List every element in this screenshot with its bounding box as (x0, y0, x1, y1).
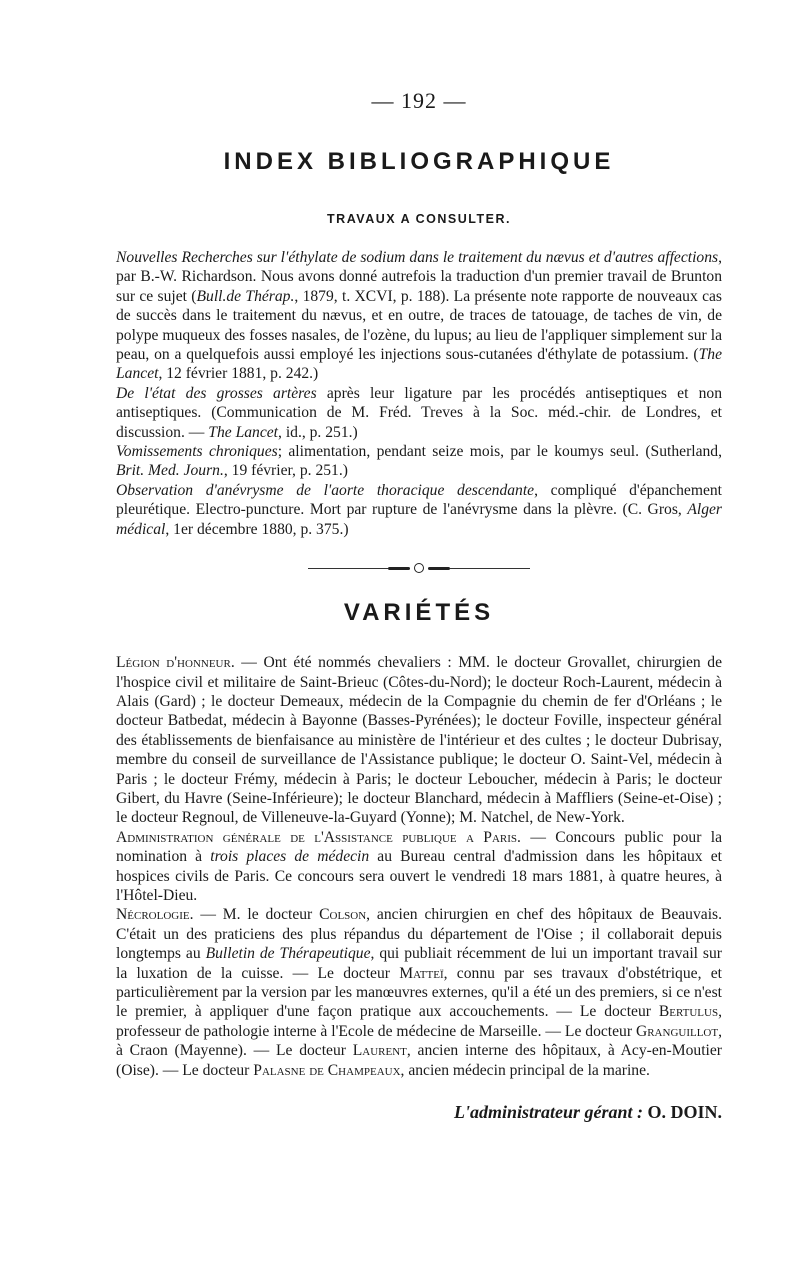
paragraph-body: , ancien interne des hôpitaux, à Acy-en-Moutier (Oise). — Le docteur (116, 1042, 722, 1079)
divider-dot (414, 563, 424, 573)
entry-body: , par B.-W. Richardson. Nous avons donné autrefois la traduction d'un premier travail de Brunton sur ce sujet ( (116, 249, 722, 305)
paragraph-body: , à Craon (Mayenne). — Le docteur (116, 1022, 722, 1060)
person-name: Matteï (399, 964, 444, 982)
entry-body: , 1er décembre 1880, p. 375.) (165, 520, 349, 538)
person-name: Laurent (352, 1042, 407, 1060)
bibliography-entry (116, 248, 722, 384)
entry-journal: Alger médical (116, 501, 722, 538)
entry-title: Observation d'anévrysme de l'aorte thoracique descendante (116, 481, 535, 499)
divider-bar (388, 567, 410, 570)
paragraph-lead: Nécrologie. (116, 906, 194, 924)
person-name: Granguillot (635, 1022, 719, 1040)
entry-journal: Bull.de Thérap. (196, 287, 295, 305)
signature (116, 1102, 722, 1123)
divider-bar (428, 567, 450, 570)
paragraph-lead: Légion d'honneur. (116, 654, 235, 672)
page-number: — 192 — (371, 88, 467, 113)
entry-title: Nouvelles Recherches sur l'éthylate de sodium dans le traitement du nævus et d'autres affections (116, 249, 719, 266)
necrologie-paragraph (116, 905, 722, 1080)
person-name: Palasne de Champeaux (253, 1061, 401, 1079)
bibliography-entry (116, 481, 722, 539)
section-title: INDEX BIBLIOGRAPHIQUE (223, 148, 615, 175)
entry-body: après leur ligature par les procédés antiseptiques et non antiseptiques. (Communication de M. Fréd. Treves à la Soc. méd.-chir. de Londres, et discussion. — (116, 384, 722, 441)
entry-body: , id., p. 251.) (278, 423, 358, 441)
entry-journal: Brit. Med. Journ. (116, 462, 224, 480)
paragraph-body: , ancien chirurgien en chef des hôpitaux de Beauvais. C'était un des praticiens des plus répandus du département de l'Oise ; il collaborait depuis longtemps au (116, 906, 722, 963)
ornamental-divider (116, 563, 722, 573)
paragraph-body: , qui publiait récemment de lui un important travail sur la luxation de la cuisse. — Le docteur (116, 945, 722, 982)
entry-body: ; alimentation, pendant seize mois, par le koumys seul. (Sutherland, (277, 443, 723, 461)
signature-name: O. DOIN. (647, 1102, 722, 1123)
paragraph-body: — M. le docteur (193, 906, 320, 924)
paragraph-italic: trois places de médecin (210, 848, 370, 866)
legion-paragraph (116, 653, 722, 828)
divider-line (308, 568, 388, 569)
paragraph-lead: Administration générale de l'Assistance publique a Paris. (116, 828, 521, 846)
bibliography-list (116, 248, 722, 539)
entry-journal: The Lancet (208, 423, 279, 441)
entry-body: , 12 février 1881, p. 242.) (158, 365, 319, 383)
entry-title: De l'état des grosses artères (116, 384, 317, 402)
journal-name: Bulletin de Thérapeutique (205, 945, 371, 963)
entry-journal: The Lancet (116, 346, 722, 383)
paragraph-body: — Ont été nommés chevaliers : MM. le docteur Grovallet, chirurgien de l'hospice civil et militaire de Saint-Brieuc (Côtes-du-Nord); le docteur Roch-Laurent, médecin à Alais (Gard) ; le docteur Demeaux, médecin de la Compagnie du chemin de fer d'Orléans ; le docteur Batbedat, médecin à Bayonne (Basses-Pyrénées); le docteur Foville, inspecteur général des établissements de bienfaisance au ministère de l'intérieur et des cultes ; le docteur Dubrisay, membre du conseil de surveillance de l'Assistance publique; le docteur O. Saint-Vel, médecin à Paris ; le docteur Frémy, médecin à Paris; le docteur Leboucher, médecin à Paris; le docteur Gibert, du Havre (Seine-Inférieure); le docteur Blanchard, médecin à Maffliers (Seine-et-Oise) ; le docteur Regnoul, de Villeneuve-la-Guyard (Yonne); M. Natchel, de New-York. (116, 654, 722, 827)
bibliography-entry (116, 442, 722, 481)
signature-role: L'administrateur gérant : (453, 1102, 648, 1123)
entry-body: , 1879, t. XCVI, p. 188). La présente note rapporte de nouveaux cas de succès dans le traitement du nævus, et en outre, de traces de tatouage, de taches de vin, de polype muqueux des fosses nasales, de l'ozène, du lupus; au lieu de l'appliquer simplement sur la peau, on a quelquefois aussi employé les injections sous-cutanées d'éthylate de potassium. ( (116, 287, 722, 364)
varietes-section (116, 653, 722, 1080)
divider-line (450, 568, 530, 569)
varietes-title: VARIÉTÉS (343, 599, 495, 627)
assistance-paragraph (116, 828, 722, 906)
entry-title: Vomissements chroniques (116, 443, 278, 461)
paragraph-body: , connu par ses travaux d'obstétrique, et particulièrement par la version par les manœuvres externes, qu'il a été un des premiers, si ce n'est le premier, à appliquer d'une façon pratique aux accouchements. — Le docteur (116, 964, 722, 1021)
bibliography-entry (116, 384, 722, 442)
paragraph-body: , ancien médecin principal de la marine. (400, 1061, 650, 1079)
entry-body: , compliqué d'épanchement pleurétique. Electro-puncture. Mort par rupture de l'anévrysme dans la plèvre. (C. Gros, (116, 481, 722, 519)
person-name: Colson (319, 906, 367, 924)
paragraph-body: , professeur de pathologie interne à l'Ecole de médecine de Marseille. — Le docteur (116, 1003, 722, 1040)
paragraph-body: — Concours public pour la nomination à (116, 828, 723, 866)
person-name: Bertulus (658, 1003, 719, 1021)
entry-body: , 19 février, p. 251.) (223, 462, 348, 480)
paragraph-body: au Bureau central d'admission dans les hôpitaux et hospices civils de Paris. Ce concours sera ouvert le vendredi 18 mars 1881, à quatre heures, à l'Hôtel-Dieu. (116, 848, 722, 904)
subheading: TRAVAUX A CONSULTER. (327, 212, 511, 226)
